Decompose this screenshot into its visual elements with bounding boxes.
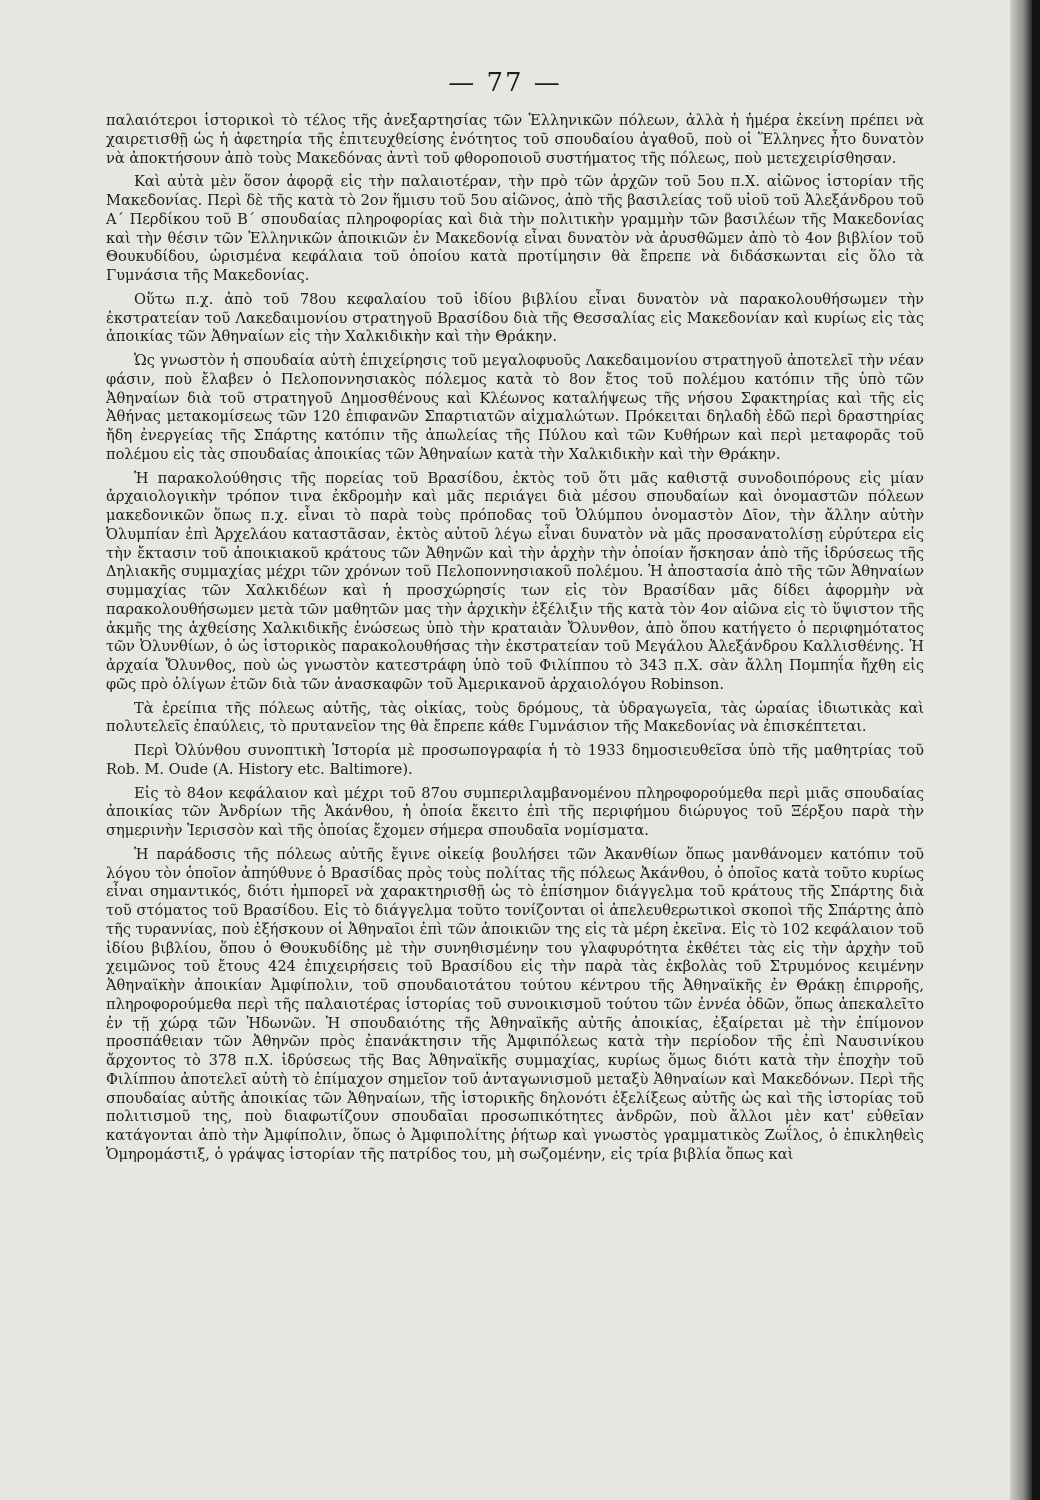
paragraph-7: Περὶ Ὀλύνθου συνοπτικὴ Ἱστορία μὲ προσωπογραφία ἡ τὸ 1933 δημοσιευθεῖσα ὑπὸ τῆς μαθητρίας τοῦ Rob. M. Oude (A. History etc. Baltimore). xyxy=(106,742,924,778)
page-edge-shadow xyxy=(1010,0,1032,1500)
paragraph-1: παλαιότεροι ἱστορικοὶ τὸ τέλος τῆς ἀνεξαρτησίας τῶν Ἑλληνικῶν πόλεων, ἀλλὰ ἡ ἡμέρα ἐκείνη πρέπει νὰ χαιρετισθῇ ὡς ἡ ἀφετηρία τῆς ἐπιτευχθείσης ἑνότητος τοῦ σπουδαίου ἀγαθοῦ, ποὺ οἱ Ἕλληνες ἦτο δυνατὸν νὰ ἀποκτήσουν ἀπὸ τοὺς Μακεδόνας ἀντὶ τοῦ φθοροποιοῦ συστήματος τῆς πόλεως, ποὺ μετεχειρίσθησαν. xyxy=(106,112,924,167)
paragraph-8: Εἰς τὸ 84ον κεφάλαιον καὶ μέχρι τοῦ 87ου συμπεριλαμβανομένου πληροφορούμεθα περὶ μιᾶς σπουδαίας ἀποικίας τῶν Ἀνδρίων τῆς Ἀκάνθου, ἡ ὁποία ἔκειτο ἐπὶ τῆς περιφήμου διώρυγος τοῦ Ξέρξου παρὰ τὴν σημερινὴν Ἱερισσὸν καὶ τῆς ὁποίας ἔχομεν σήμερα σπουδαῖα νομίσματα. xyxy=(106,784,924,839)
paragraph-5: Ἡ παρακολούθησις τῆς πορείας τοῦ Βρασίδου, ἐκτὸς τοῦ ὅτι μᾶς καθιστᾷ συνοδοιπόρους εἰς μίαν ἀρχαιολογικὴν τρόπον τινα ἐκδρομὴν καὶ μᾶς περιάγει διὰ μέσου σπουδαίων καὶ ὀνομαστῶν πόλεων μακεδονικῶν ὅπως π.χ. εἶναι τὸ παρὰ τοὺς πρόποδας τοῦ Ὀλύμπου ὀνομαστὸν Δῖον, τὴν ἄλλην αὐτὴν Ὀλυμπίαν ἐπὶ Ἀρχελάου καταστᾶσαν, ἐκτὸς αὐτοῦ λέγω εἶναι δυνατὸν νὰ μᾶς προσανατολίσῃ εὐρύτερα εἰς τὴν ἔκτασιν τοῦ ἀποικιακοῦ κράτους τῶν Ἀθηνῶν καὶ τὴν ἀρχὴν τὴν ὁποίαν ἤσκησαν ἀπὸ τῆς ἱδρύσεως τῆς Δηλιακῆς συμμαχίας μέχρι τῶν χρόνων τοῦ Πελοποννησιακοῦ πολέμου. Ἡ ἀποστασία ἀπὸ τῆς τῶν Ἀθηναίων συμμαχίας τῶν Χαλκιδέων καὶ ἡ προσχώρησίς των εἰς τὸν Βρασίδαν μᾶς δίδει ἀφορμὴν νὰ παρακολουθήσωμεν μετὰ τῶν μαθητῶν μας τὴν ἀρχικὴν ἐξέλιξιν τῆς κατὰ τὸν 4ον αἰῶνα εἰς τὸ ὕψιστον τῆς ἀκμῆς της ἀχθείσης Χαλκιδικῆς ἑνώσεως ὑπὸ τὴν κραταιὰν Ὄλυνθον, ἀπὸ ὅπου κατήγετο ὁ περιφημότατος τῶν Ὀλυνθίων, ὁ ὡς ἱστορικὸς παρακολουθήσας τὴν ἐκστρατείαν τοῦ Μεγάλου Ἀλεξάνδρου Καλλισθένης. Ἡ ἀρχαία Ὄλυνθος, ποὺ ὡς γνωστὸν κατεστράφη ὑπὸ τοῦ Φιλίππου τὸ 343 π.Χ. σὰν ἄλλη Πομπηΐα ἤχθη εἰς φῶς πρὸ ὀλίγων ἐτῶν διὰ τῶν ἀνασκαφῶν τοῦ Ἀμερικανοῦ ἀρχαιολόγου Robinson. xyxy=(106,469,924,693)
paragraph-4: Ὡς γνωστὸν ἡ σπουδαία αὐτὴ ἐπιχείρησις τοῦ μεγαλοφυοῦς Λακεδαιμονίου στρατηγοῦ ἀποτελεῖ τὴν νέαν φάσιν, ποὺ ἔλαβεν ὁ Πελοποννησιακὸς πόλεμος κατὰ τὸ 8ον ἔτος τοῦ πολέμου κατόπιν τῆς ὑπὸ τῶν Ἀθηναίων διὰ τοῦ στρατηγοῦ Δημοσθένους καὶ Κλέωνος καταλήψεως τῆς νήσου Σφακτηρίας καὶ τῆς εἰς Ἀθήνας μετακομίσεως τῶν 120 ἐπιφανῶν Σπαρτιατῶν αἰχμαλώτων. Πρόκειται δηλαδὴ ἐδῶ περὶ δραστηρίας ἤδη ἐνεργείας τῆς Σπάρτης κατόπιν τῆς ἀπωλείας τῆς Πύλου καὶ τῶν Κυθήρων καὶ περὶ μεταφορᾶς τοῦ πολέμου εἰς τὰς σπουδαίας ἀποικίας τῶν Ἀθηναίων κατὰ τὴν Χαλκιδικὴν καὶ τὴν Θράκην. xyxy=(106,352,924,463)
paragraph-6: Τὰ ἐρείπια τῆς πόλεως αὐτῆς, τὰς οἰκίας, τοὺς δρόμους, τὰ ὑδραγωγεῖα, τὰς ὡραίας ἰδιωτικὰς καὶ πολυτελεῖς ἐπαύλεις, τὸ πρυτανεῖον της θὰ ἔπρεπε κάθε Γυμνάσιον τῆς Μακεδονίας νὰ ἐπισκέπτεται. xyxy=(106,699,924,736)
paragraph-9: Ἡ παράδοσις τῆς πόλεως αὐτῆς ἔγινε οἰκείᾳ βουλήσει τῶν Ἀκανθίων ὅπως μανθάνομεν κατόπιν τοῦ λόγου τὸν ὁποῖον ἀπηύθυνε ὁ Βρασίδας πρὸς τοὺς πολίτας τῆς πόλεως Ἀκάνθου, ὁ ὁποῖος κατὰ τοῦτο κυρίως εἶναι σημαντικός, διότι ἠμπορεῖ νὰ χαρακτηρισθῇ ὡς τὸ ἐπίσημον διάγγελμα τοῦ κράτους τῆς Σπάρτης διὰ τοῦ στόματος τοῦ Βρασίδου. Εἰς τὸ διάγγελμα τοῦτο τονίζονται οἱ ἀπελευθερωτικοὶ σκοποὶ τῆς Σπάρτης ἀπὸ τῆς τυραννίας, ποὺ ἐξήσκουν οἱ Ἀθηναῖοι ἐπὶ τῶν ἀποικιῶν της εἰς τὰ μέρη ἐκεῖνα. Εἰς τὸ 102 κεφάλαιον τοῦ ἰδίου βιβλίου, ὅπου ὁ Θουκυδίδης μὲ τὴν συνηθισμένην του γλαφυρότητα ἐκθέτει τὰς εἰς τὴν ἀρχὴν τοῦ χειμῶνος τοῦ ἔτους 424 ἐπιχειρήσεις τοῦ Βρασίδου εἰς τὴν παρὰ τὰς ἐκβολὰς τοῦ Στρυμόνος κειμένην Ἀθηναϊκὴν ἀποικίαν Ἀμφίπολιν, τοῦ σπουδαιοτάτου τούτου κέντρου τῆς Ἀθηναϊκῆς ἐν Θράκῃ ἐπιρροῆς, πληροφορούμεθα περὶ τῆς παλαιοτέρας ἱστορίας τοῦ συνοικισμοῦ τούτου τῶν ἐννέα ὁδῶν, ὅπως ἀπεκαλεῖτο ἐν τῇ χώρᾳ τῶν Ἠδωνῶν. Ἡ σπουδαιότης τῆς Ἀθηναϊκῆς αὐτῆς ἀποικίας, ἐξαίρεται μὲ τὴν ἐπίμονον προσπάθειαν τῶν Ἀθηνῶν πρὸς ἐπανάκτησιν τῆς Ἀμφιπόλεως κατὰ τὴν περίοδον τῆς ἐπὶ Ναυσινίκου ἄρχοντος τὸ 378 π.Χ. ἱδρύσεως τῆς Βας Ἀθηναϊκῆς συμμαχίας, κυρίως ὅμως διότι κατὰ τὴν ἐποχὴν τοῦ Φιλίππου ἀποτελεῖ αὐτὴ τὸ ἐπίμαχον σημεῖον τοῦ ἀνταγωνισμοῦ μεταξὺ Ἀθηναίων καὶ Μακεδόνων. Περὶ τῆς σπουδαίας αὐτῆς ἀποικίας τῶν Ἀθηναίων, τῆς ἱστορικῆς δηλονότι ἐξελίξεως αὐτῆς ὡς καὶ τῆς ἱστορίας τοῦ πολιτισμοῦ της, ποὺ διαφωτίζουν σπουδαῖαι προσωπικότητες ἀνδρῶν, ποὺ ἄλλοι μὲν κατ' εὐθεῖαν κατάγονται ἀπὸ τὴν Ἀμφίπολιν, ὅπως ὁ Ἀμφιπολίτης ῥήτωρ καὶ γνωστὸς γραμματικὸς Ζωΐλος, ὁ ἐπικληθεὶς Ὁμηρομάστιξ, ὁ γράψας ἱστορίαν τῆς πατρίδος του, μὴ σωζομένην, εἰς τρία βιβλία ὅπως καὶ xyxy=(106,845,924,1163)
body-text xyxy=(106,112,924,1170)
paragraph-2: Καὶ αὐτὰ μὲν ὅσον ἀφορᾷ εἰς τὴν παλαιοτέραν, τὴν πρὸ τῶν ἀρχῶν τοῦ 5ου π.Χ. αἰῶνος ἱστορίαν τῆς Μακεδονίας. Περὶ δὲ τῆς κατὰ τὸ 2ον ἥμισυ τοῦ 5ου αἰῶνος, ἀπὸ τῆς βασιλείας τοῦ υἱοῦ τοῦ Ἀλεξάνδρου τοῦ Α΄ Περδίκου τοῦ Β΄ σπουδαίας πληροφορίας καὶ διὰ τὴν πολιτικὴν γραμμὴν τῶν βασιλέων τῆς Μακεδονίας καὶ τὴν θέσιν τῶν Ἑλληνικῶν ἀποικιῶν ἐν Μακεδονίᾳ εἶναι δυνατὸν νὰ ἀρυσθῶμεν ἀπὸ τὸ 4ον βιβλίον τοῦ Θουκυδίδου, ὡρισμένα κεφάλαια τοῦ ὁποίου κατὰ προτίμησιν θὰ ἔπρεπε νὰ διδάσκωνται εἰς ὅλο τὰ Γυμνάσια τῆς Μακεδονίας. xyxy=(106,173,924,284)
paragraph-3: Οὕτω π.χ. ἀπὸ τοῦ 78ου κεφαλαίου τοῦ ἰδίου βιβλίου εἶναι δυνατὸν νὰ παρακολουθήσωμεν τὴν ἐκστρατείαν τοῦ Λακεδαιμονίου στρατηγοῦ Βρασίδου διὰ τῆς Θεσσαλίας εἰς Μακεδονίαν καὶ κυρίως εἰς τὰς ἀποικίας τῶν Ἀθηναίων εἰς τὴν Χαλκιδικὴν καὶ τὴν Θράκην. xyxy=(106,290,924,346)
page-number: — 77 — xyxy=(448,68,562,98)
